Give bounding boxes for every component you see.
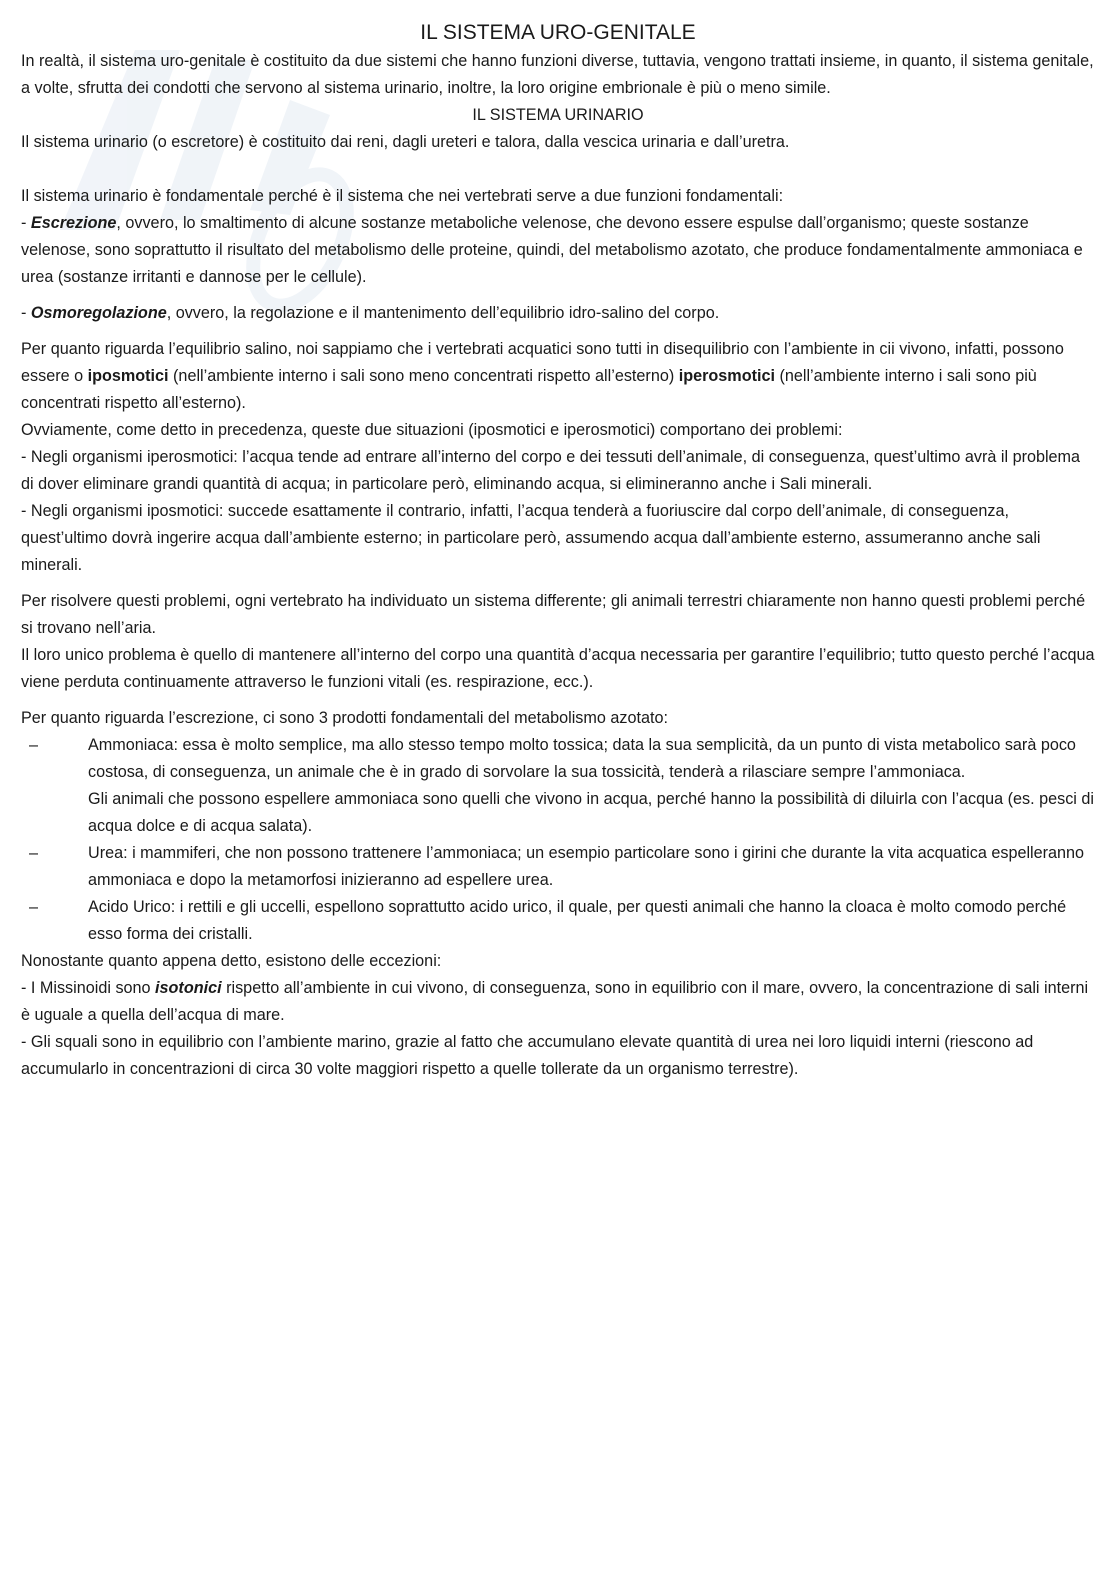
iposmotici-paragraph: - Negli organismi iposmotici: succede esattamente il contrario, infatti, l’acqua tenderà a fuoriuscire dal corpo dell’animale, di conseguenza, quest’ultimo dovrà ingerire acqua dall’ambiente esterno; in particolare però, assumendo acqua dall’ambiente esterno, assumeranno anche sali minerali. [21,502,1041,574]
products-list [21,732,1095,948]
iperosmotici-paragraph: - Negli organismi iperosmotici: l’acqua tende ad entrare all’interno del corpo e dei tessuti dell’animale, di conseguenza, quest’ultimo avrà il problema di dover eliminare grandi quantità di acqua; in particolare però, eliminando acqua, si elimineranno anche i Sali minerali. [21,448,1081,493]
list-dash: – [29,844,39,862]
escrezione-text: , ovvero, lo smaltimento di alcune sostanze metaboliche velenose, che devono essere espulse dall’organismo; queste sostanze velenose, sono soprattutto il risultato del metabolismo delle proteine, quindi, del metabolismo azotato, che produce fondamentalmente ammoniaca e urea (sostanze irritanti e dannose per le cellule). [21,214,1083,286]
escrezione-prefix: - [21,214,31,232]
missinoidi-paragraph [21,975,1095,1029]
problemi-paragraph: Ovviamente, come detto in precedenza, queste due situazioni (iposmotici e iperosmotici) comportano dei problemi: [21,421,843,439]
osmoregolazione-prefix: - [21,304,31,322]
equilibrio-paragraph [21,336,1095,417]
section-title: IL SISTEMA URINARIO [472,106,644,124]
list-item-extra: Gli animali che possono espellere ammoniaca sono quelli che vivono in acqua, perché hanno la possibilità di diluirla con l’acqua (es. pesci di acqua dolce e di acqua salata). [88,790,1095,835]
missinoidi-term: isotonici [155,979,222,997]
intro-paragraph: In realtà, il sistema uro-genitale è costituito da due sistemi che hanno funzioni diverse, tuttavia, vengono trattati insieme, in quanto, il sistema genitale, a volte, sfrutta dei condotti che servono al sistema urinario, inoltre, la loro origine embrionale è più o meno simile. [21,52,1094,97]
list-dash: – [29,736,39,754]
squali-paragraph: - Gli squali sono in equilibrio con l’ambiente marino, grazie al fatto che accumulano elevate quantità di urea nei loro liquidi interni (riescono ad accumularlo in concentrazioni di circa 30 volte maggiori rispetto a quelle tollerate da un organismo terrestre). [21,1033,1034,1078]
list-item-text: Ammoniaca: essa è molto semplice, ma allo stesso tempo molto tossica; data la sua semplicità, da un punto di vista metabolico sarà poco costosa, di conseguenza, un animale che è in grado di sorvolare la sua tossicità, tenderà a rilasciare sempre l’ammoniaca. [88,736,1076,781]
osmoregolazione-term: Osmoregolazione [30,304,167,322]
equilibrio-part2: (nell’ambiente interno i sali sono meno concentrati rispetto all’esterno) [168,367,679,385]
eccezioni-paragraph: Nonostante quanto appena detto, esistono delle eccezioni: [21,952,442,970]
list-item [21,894,1095,948]
list-item [21,840,1095,894]
equilibrio-term1: iposmotici [87,367,169,385]
osmoregolazione-text: , ovvero, la regolazione e il mantenimento dell’equilibrio idro-salino del corpo. [166,304,720,322]
equilibrio-part1: Per quanto riguarda l’equilibrio salino, noi sappiamo che i vertebrati acquatici sono tutti in disequilibrio con l’ambiente in cii vivono, infatti, possono essere o [21,340,1064,385]
definition-paragraph: Il sistema urinario (o escretore) è costituito dai reni, dagli ureteri e talora, dalla vescica urinaria e dall’uretra. [21,133,790,151]
document-page [21,18,1095,1083]
functions-intro: Il sistema urinario è fondamentale perché è il sistema che nei vertebrati serve a due funzioni fondamentali: [21,187,784,205]
document-title: IL SISTEMA URO-GENITALE [420,21,696,44]
list-item [21,732,1095,840]
list-dash: – [29,898,39,916]
missinoidi-part2: rispetto all’ambiente in cui vivono, di conseguenza, sono in equilibrio con il mare, ovvero, la concentrazione di sali interni è uguale a quella dell’acqua di mare. [21,979,1089,1024]
osmoregolazione-paragraph [21,300,1095,327]
list-item-text: Urea: i mammiferi, che non possono trattenere l’ammoniaca; un esempio particolare sono i girini che durante la vita acquatica espelleranno ammoniaca e dopo la metamorfosi inizieranno ad espellere urea. [88,844,1085,889]
unico-paragraph: Il loro unico problema è quello di mantenere all’interno del corpo una quantità d’acqua necessaria per garantire l’equilibrio; tutto questo perché l’acqua viene perduta continuamente attraverso le funzioni vitali (es. respirazione, ecc.). [21,646,1095,691]
equilibrio-term2: iperosmotici [678,367,775,385]
escrezione-term: Escrezione [30,214,117,232]
equilibrio-part3: (nell’ambiente interno i sali sono più concentrati rispetto all’esterno). [21,367,1037,412]
list-item-text: Acido Urico: i rettili e gli uccelli, espellono soprattutto acido urico, il quale, per questi animali che hanno la cloaca è molto comodo perché esso forma dei cristalli. [88,898,1067,943]
missinoidi-part1: - I Missinoidi sono [21,979,156,997]
escrezione-intro: Per quanto riguarda l’escrezione, ci sono 3 prodotti fondamentali del metabolismo azotato: [21,709,668,727]
escrezione-paragraph [21,210,1095,291]
risolvere-paragraph: Per risolvere questi problemi, ogni vertebrato ha individuato un sistema differente; gli animali terrestri chiaramente non hanno questi problemi perché si trovano nell’aria. [21,592,1086,637]
